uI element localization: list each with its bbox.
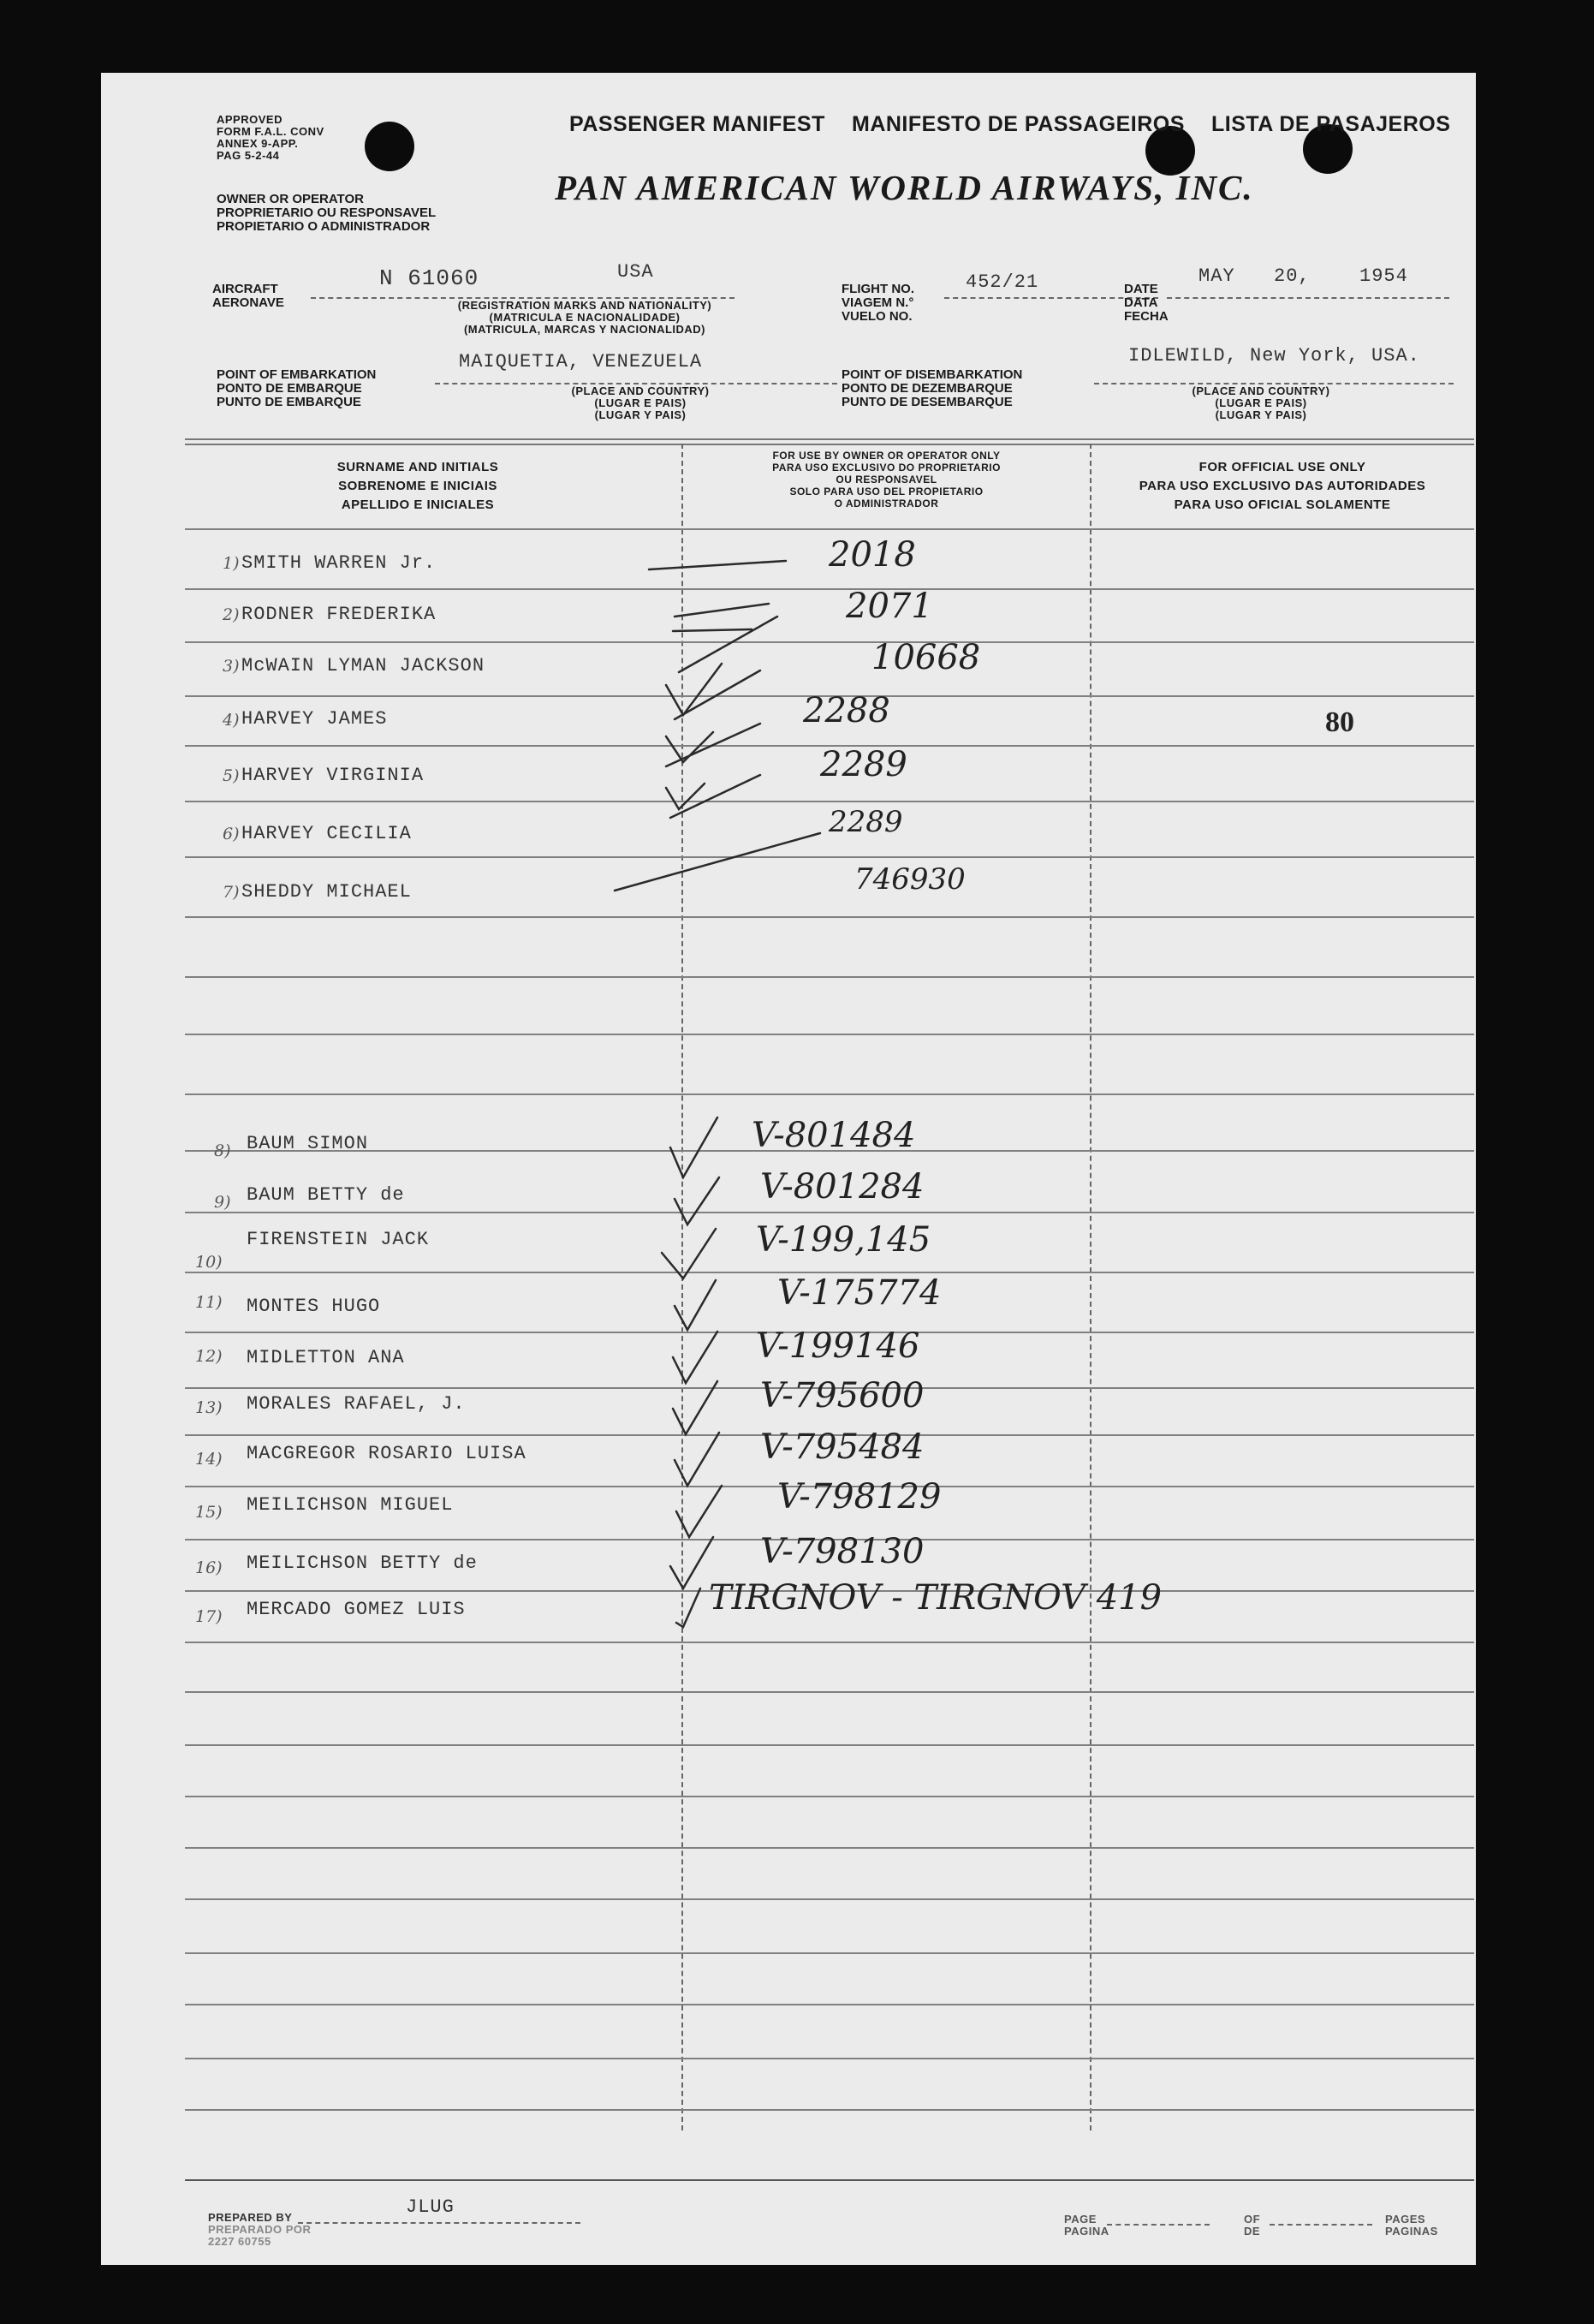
check-mark <box>676 1588 700 1627</box>
operator-note: V-798130 <box>760 1532 925 1571</box>
date-label: DATE DATA FECHA <box>1124 282 1169 324</box>
handwritten-marks <box>101 73 1476 2265</box>
operator-note: 10668 <box>871 638 981 677</box>
flight-value: 452/21 <box>966 271 1039 293</box>
date-day: 20, <box>1274 265 1311 287</box>
passenger-number: 2) <box>223 605 240 624</box>
passenger-name: MEILICHSON MIGUEL <box>247 1494 454 1516</box>
operator-note: 2289 <box>829 805 903 839</box>
operator-note: V-795600 <box>760 1376 925 1415</box>
passenger-name: RODNER FREDERIKA <box>241 604 437 625</box>
manifest-sheet <box>101 73 1476 2265</box>
check-mark <box>670 1117 717 1177</box>
operator-note: TIRGNOV - TIRGNOV 419 <box>709 1578 1163 1618</box>
check-mark <box>676 1486 722 1537</box>
embarkation-notes: (PLACE AND COUNTRY) (LUGAR E PAIS) (LUGAR Y PAIS) <box>571 384 710 421</box>
strike-mark <box>675 670 760 719</box>
passenger-name: McWAIN LYMAN JACKSON <box>241 655 485 676</box>
aircraft-label: AIRCRAFT AERONAVE <box>212 282 284 310</box>
passenger-name: HARVEY JAMES <box>241 708 388 730</box>
passenger-name: BAUM SIMON <box>247 1133 369 1154</box>
passenger-number: 11) <box>195 1293 223 1312</box>
of-line <box>1270 2224 1372 2226</box>
passenger-number: 15) <box>195 1503 223 1522</box>
pages-label: PAGES PAGINAS <box>1385 2213 1438 2238</box>
operator-note: 2071 <box>846 587 933 626</box>
aircraft-notes: (REGISTRATION MARKS AND NATIONALITY) (MATRICULA E NACIONALIDADE) (MATRICULA, MARCAS Y NACIONALIDAD) <box>457 299 712 336</box>
strike-mark <box>673 629 752 631</box>
owner-value: PAN AMERICAN WORLD AIRWAYS, INC. <box>555 168 1254 207</box>
footer-rule <box>185 2179 1474 2181</box>
official-column-header: FOR OFFICIAL USE ONLY PARA USO EXCLUSIVO DAS AUTORIDADES PARA USO OFICIAL SOLAMENTE <box>1139 460 1426 512</box>
operator-note: 2288 <box>803 691 890 730</box>
passenger-name: MEILICHSON BETTY de <box>247 1552 478 1574</box>
embarkation-label: POINT OF EMBARKATION PONTO DE EMBARQUE PUNTO DE EMBARQUE <box>217 367 377 409</box>
operator-note: V-798129 <box>777 1477 942 1517</box>
operator-note: 2018 <box>829 535 916 575</box>
operator-note: V-801284 <box>760 1167 925 1207</box>
prepared-value: JLUG <box>406 2196 455 2218</box>
passenger-number: 16) <box>195 1558 223 1577</box>
passenger-name: MIDLETTON ANA <box>247 1347 405 1368</box>
check-mark <box>675 1177 719 1225</box>
passenger-number: 7) <box>223 883 240 902</box>
passenger-number: 5) <box>223 766 240 785</box>
strike-mark <box>670 775 760 818</box>
prepared-line <box>298 2222 580 2224</box>
operator-note: V-175774 <box>777 1273 942 1313</box>
check-mark <box>675 1433 719 1486</box>
passenger-name: MACGREGOR ROSARIO LUISA <box>247 1443 526 1464</box>
disembarkation-notes: (PLACE AND COUNTRY) (LUGAR E PAIS) (LUGAR Y PAIS) <box>1192 384 1330 421</box>
date-year: 1954 <box>1359 265 1408 287</box>
operator-note: V-795484 <box>760 1427 925 1467</box>
passenger-number: 3) <box>223 657 240 676</box>
passenger-number: 12) <box>195 1347 223 1366</box>
operator-note: 2289 <box>820 745 907 784</box>
check-mark <box>662 1229 716 1278</box>
prepared-label: PREPARED BY PREPARADO POR 2227 60755 <box>208 2211 312 2248</box>
passenger-number: 6) <box>223 825 240 843</box>
passenger-name: MONTES HUGO <box>247 1296 381 1317</box>
passenger-name: MERCADO GOMEZ LUIS <box>247 1599 466 1620</box>
passenger-number: 14) <box>195 1450 223 1469</box>
aircraft-value: N 61060 <box>379 265 479 291</box>
surname-column-header: SURNAME AND INITIALS SOBRENOME E INICIAIS APELLIDO E INICIALES <box>336 460 499 512</box>
passenger-number: 9) <box>214 1193 231 1212</box>
strike-mark <box>675 604 769 617</box>
passenger-name: SHEDDY MICHAEL <box>241 881 412 903</box>
passenger-name: SMITH WARREN Jr. <box>241 552 437 574</box>
page-line <box>1107 2224 1210 2226</box>
disembarkation-label: POINT OF DISEMBARKATION PONTO DE DEZEMBARQUE PUNTO DE DESEMBARQUE <box>842 367 1023 409</box>
title-es: LISTA DE PASAJEROS <box>1211 112 1451 136</box>
passenger-number: 10) <box>195 1253 223 1272</box>
check-mark <box>675 1280 716 1330</box>
passenger-name: HARVEY CECILIA <box>241 823 412 844</box>
official-note: 80 <box>1325 706 1354 738</box>
check-mark <box>673 1332 717 1383</box>
title-pt: MANIFESTO DE PASSAGEIROS <box>852 112 1185 136</box>
passenger-name: FIRENSTEIN JACK <box>247 1229 430 1250</box>
page-label: PAGE PAGINA <box>1064 2213 1109 2238</box>
operator-note: V-801484 <box>752 1116 916 1155</box>
strike-mark <box>649 561 786 569</box>
passenger-name: BAUM BETTY de <box>247 1184 405 1206</box>
passenger-name: MORALES RAFAEL, J. <box>247 1393 466 1415</box>
of-label: OF DE <box>1244 2213 1261 2238</box>
disembarkation-value: IDLEWILD, New York, USA. <box>1128 345 1420 366</box>
title-en: PASSENGER MANIFEST <box>569 112 825 136</box>
operator-note: V-199146 <box>756 1326 920 1366</box>
strike-mark <box>615 833 820 891</box>
passenger-name: HARVEY VIRGINIA <box>241 765 425 786</box>
strike-mark <box>666 724 760 766</box>
passenger-number: 13) <box>195 1398 223 1417</box>
passenger-number: 1) <box>223 554 240 573</box>
check-mark <box>673 1381 717 1434</box>
flight-label: FLIGHT NO. VIAGEM N.° VUELO NO. <box>842 282 914 324</box>
approval-stamp: APPROVED FORM F.A.L. CONV ANNEX 9-APP. PAG 5-2-44 <box>217 113 324 162</box>
operator-note: V-199,145 <box>756 1220 931 1260</box>
operator-note: 746930 <box>854 862 966 897</box>
aircraft-nationality: USA <box>617 261 654 283</box>
passenger-number: 17) <box>195 1607 223 1626</box>
embarkation-value: MAIQUETIA, VENEZUELA <box>459 351 703 372</box>
owner-label: OWNER OR OPERATOR PROPRIETARIO OU RESPONSAVEL PROPIETARIO O ADMINISTRADOR <box>217 192 437 234</box>
passenger-number: 8) <box>214 1141 231 1160</box>
check-mark <box>670 1537 713 1588</box>
date-month: MAY <box>1198 265 1235 287</box>
passenger-number: 4) <box>223 711 240 730</box>
strike-mark <box>679 617 777 672</box>
operator-column-header: FOR USE BY OWNER OR OPERATOR ONLY PARA USO EXCLUSIVO DO PROPRIETARIO OU RESPONSAVEL SOLO PARA USO DEL PROPIETARIO O ADMINISTRADOR <box>772 450 1001 509</box>
